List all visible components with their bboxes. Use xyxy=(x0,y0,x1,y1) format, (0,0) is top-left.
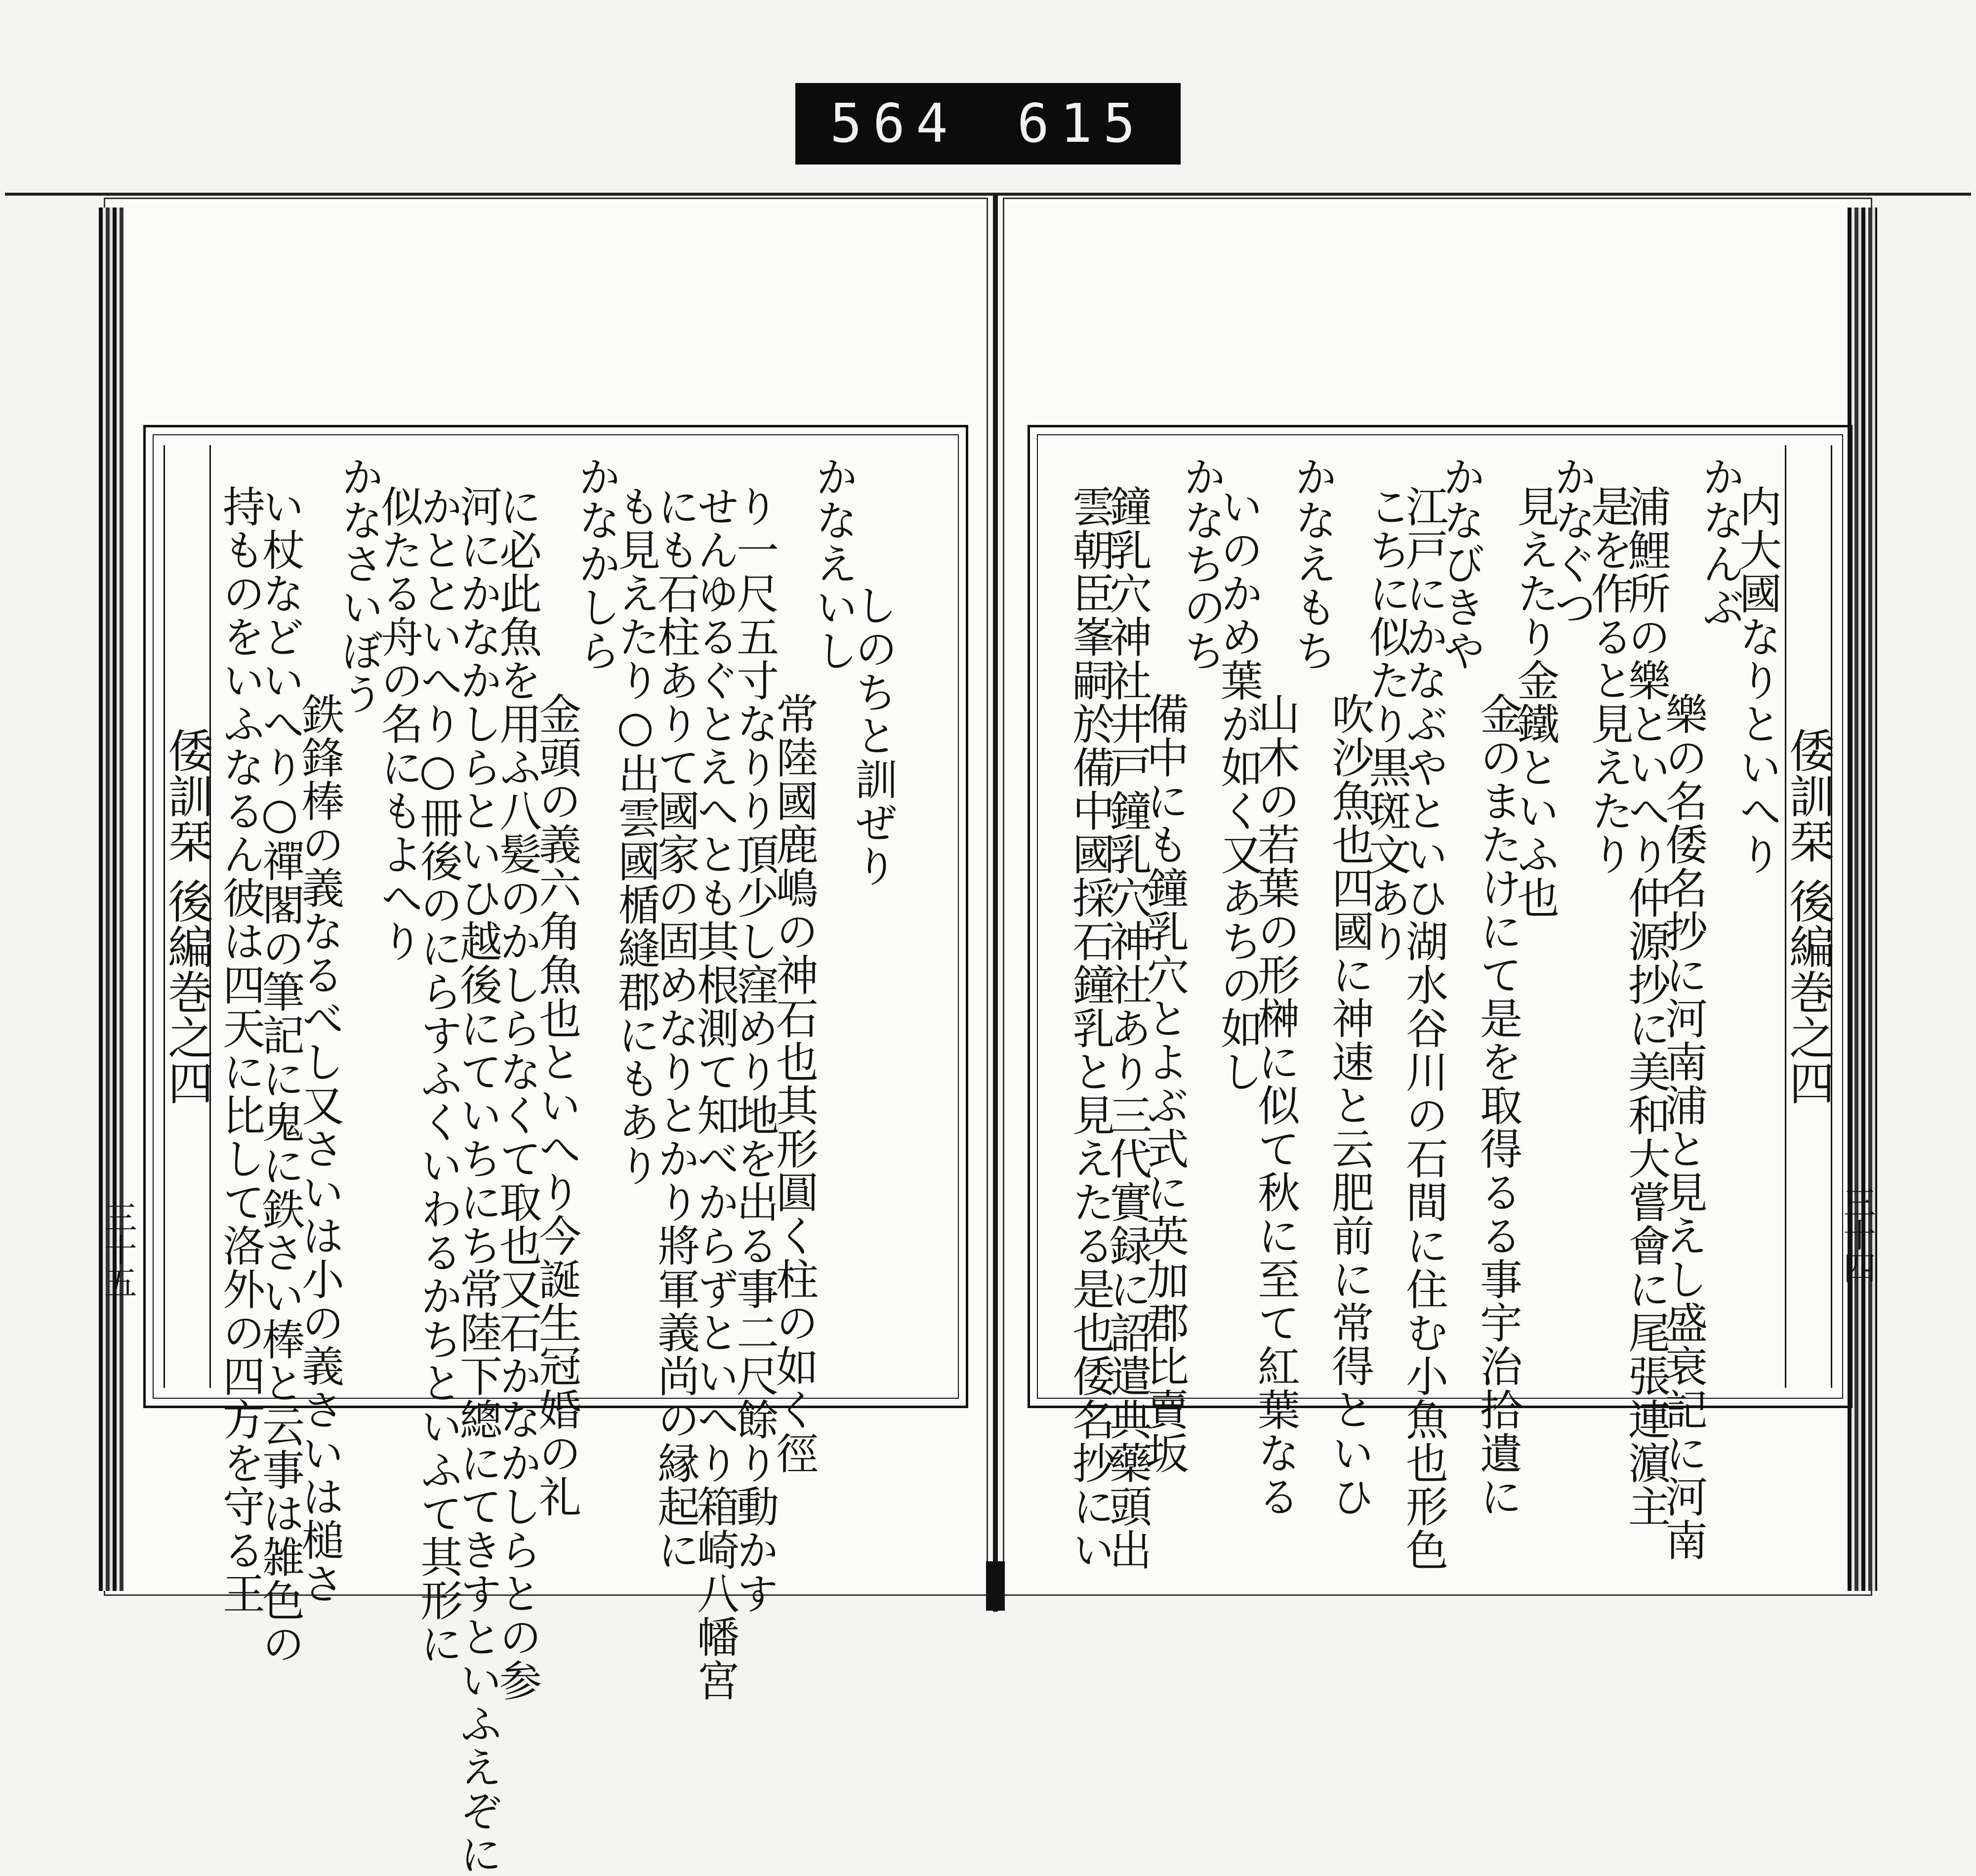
right-column-13: かなえもち xyxy=(1287,455,1337,672)
catalog-number-second: 615 xyxy=(1017,93,1146,155)
right-column-5: 是を作ると見えたり xyxy=(1584,485,1633,876)
left-column-13: 似たる舟の名にもよへり xyxy=(373,485,423,963)
left-column-12: かとといへり○冊後のにらすふくいわるかちといふて其形に xyxy=(413,485,462,1666)
left-inner-border xyxy=(153,434,959,1876)
right-column-11: こちに似たり黒斑文あり xyxy=(1361,485,1411,963)
left-column-16: い杖などいへり○禪閣の筆記に鬼に鉄さい棒と云事は雑色の xyxy=(255,485,304,1666)
right-column-6: かなぐつ xyxy=(1547,455,1596,629)
right-inner-border xyxy=(1037,434,1843,1572)
top-rule xyxy=(5,193,1971,196)
left-text-frame xyxy=(143,425,968,1876)
left-folio: 三十五 xyxy=(99,1201,137,1298)
right-column-12: 吹沙魚也四國に神速と云肥前に常得といひ xyxy=(1324,692,1374,1518)
left-column-9: 金頭の義六角魚也といへり今誕生冠婚の礼 xyxy=(532,692,581,1518)
catalog-number-first: 564 xyxy=(830,93,959,155)
left-column-11: 河にかなかしらといひ越後にていちにち常陸下總にてきすといふえぞに xyxy=(453,485,502,1876)
left-column-17: 持ものをいふなるん彼は四天に比して洛外の四方を守る王 xyxy=(215,485,265,1615)
right-column-15: いのかめ葉が如く又あちの如し xyxy=(1213,485,1263,1093)
left-column-5: せんゆるぐとえへとも其根測て知べからずといへり箱崎八幡宮 xyxy=(690,485,739,1702)
left-page-edge xyxy=(99,208,124,1591)
right-column-3: 樂の名倭名抄に河南浦と見えし盛衰記に河南 xyxy=(1658,692,1707,1562)
spine-clip xyxy=(986,1561,1005,1611)
right-column-7: 見えたり金鐵といふ也 xyxy=(1510,485,1559,919)
right-column-4: 浦鯉所の樂といへり仲源抄に美和大嘗會に尾張連濵主 xyxy=(1621,485,1670,1528)
left-column-1: しのちと訓ぜり xyxy=(848,584,897,888)
right-column-16: かなちのち xyxy=(1176,455,1226,672)
right-column-9: かなびきや xyxy=(1436,455,1485,672)
right-column-14: 山木の若葉の形榊に似て秋に至て紅葉なる xyxy=(1250,692,1300,1518)
right-running-head: 倭訓栞 後編巻之四 xyxy=(1785,445,1832,1388)
left-column-10: に必此魚を用ふ八髪のかしらなくて取也又石かなかしらとの参 xyxy=(492,485,541,1702)
right-column-1: 内大國なりといへり xyxy=(1732,485,1781,876)
left-column-7: も見えたり○出雲國楯縫郡にもあり xyxy=(611,485,660,1187)
left-running-head: 倭訓栞 後編巻之四 xyxy=(164,445,211,1388)
right-column-10: 江戸にかなぶやといひ湖水谷川の石間に住む小魚也形色 xyxy=(1399,485,1448,1572)
book-spine xyxy=(993,194,998,1612)
left-column-3: 常陸國鹿嶋の神石也其形圓く柱の如く徑 xyxy=(769,692,818,1475)
left-column-4: り一尺五寸なりり頂少し窪めり地を出る事二尺餘り動かす xyxy=(729,485,779,1615)
right-column-18: 鐘乳穴神社井戸鐘乳穴神社あり三代實録に詔遣典藥頭出 xyxy=(1102,485,1152,1572)
left-column-14: かなさいぼう xyxy=(334,455,383,716)
right-column-8: 金のまたけにて是を取得るる事宇治拾遺に xyxy=(1473,692,1522,1518)
left-column-15: 鉄鋒棒の義なるべし又さいは小の義さいは槌さ xyxy=(294,692,344,1605)
right-text-frame xyxy=(1028,425,1852,1572)
left-column-2: かなえいし xyxy=(808,455,858,672)
catalog-label xyxy=(795,83,1181,165)
left-column-8: かなかしら xyxy=(571,455,620,672)
right-column-19: 雲朝臣峯嗣於備中國採石鐘乳と見えたる是也倭名抄にい xyxy=(1065,485,1114,1572)
left-column-6: にも石柱ありて國家の固めなりとかり將軍義尚の縁起に xyxy=(650,485,700,1572)
right-folio: 三十四 xyxy=(1838,1186,1876,1284)
right-column-2: かなんぶ xyxy=(1695,455,1744,629)
right-column-17: 備中にも鐘乳穴とよぶ式に英加郡比賣坂 xyxy=(1139,692,1189,1475)
